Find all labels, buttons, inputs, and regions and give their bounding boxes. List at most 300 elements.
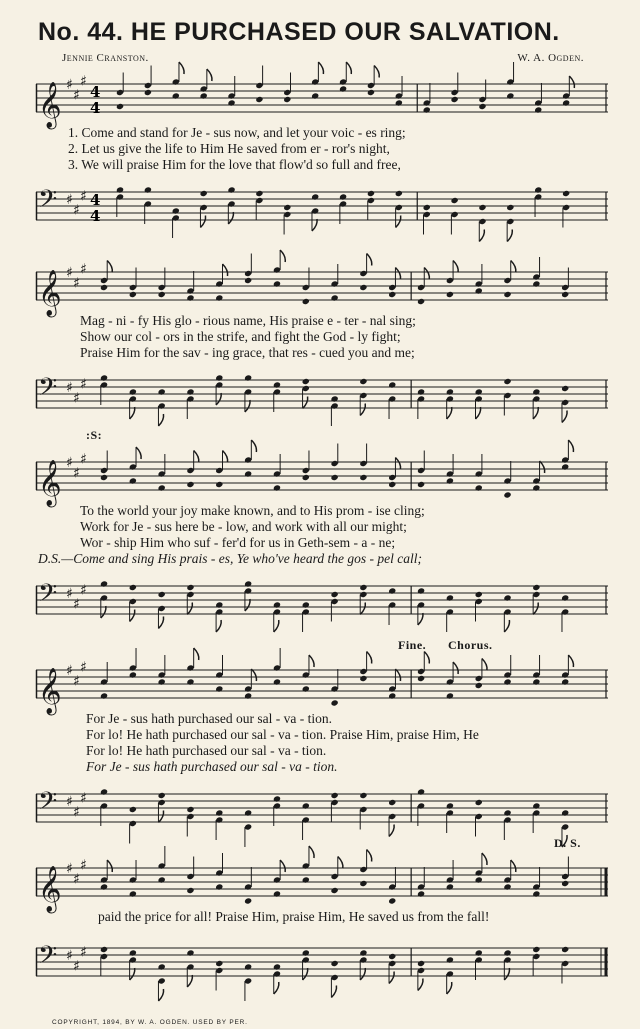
music-system-5 [36, 836, 608, 1016]
note-head [475, 591, 483, 598]
note-head [227, 99, 235, 106]
bass-staff [36, 782, 608, 842]
lyric-line-3: Wor - ship Him who suf - fer'd for us in Geth-sem - a - ne; [80, 535, 396, 550]
bass-clef-icon: 𝄢 [38, 185, 58, 220]
note-head [359, 378, 367, 385]
treble-clef-icon: 𝄞 [38, 82, 62, 128]
note-flag [389, 825, 394, 837]
bass-clef-icon: 𝄢 [38, 373, 58, 408]
note-head [562, 99, 570, 106]
note-flag [476, 407, 481, 419]
note-head [532, 388, 540, 395]
note-head [331, 960, 339, 967]
note-head [561, 880, 569, 887]
note-head [446, 477, 454, 484]
note-head [359, 792, 367, 799]
note-head [273, 963, 281, 970]
note-head [158, 388, 166, 395]
note-flag [360, 968, 365, 980]
verse-lyrics [36, 313, 608, 361]
staff-lines [36, 948, 608, 976]
note-head [116, 186, 124, 193]
note-head [273, 890, 281, 897]
note-head [302, 601, 310, 608]
note-head [417, 388, 425, 395]
note-head [503, 378, 511, 385]
note-flag [424, 652, 429, 664]
note-flag [187, 603, 192, 615]
sharp-icon: ♯ [66, 586, 73, 602]
treble-staff [36, 450, 608, 510]
note-head [100, 692, 108, 699]
note-flag [130, 407, 135, 419]
music-system-1 [36, 62, 608, 247]
note-flag [309, 655, 314, 667]
note-head [200, 92, 208, 99]
note-head [255, 96, 263, 103]
note-group [116, 186, 570, 241]
note-flag [216, 620, 221, 632]
treble-clef-icon: 𝄞 [38, 270, 62, 316]
note-head [158, 291, 166, 298]
note-head [446, 956, 454, 963]
chorus-lyrics [36, 711, 608, 775]
note-head [534, 106, 542, 113]
lyric-line-3: 3. We will praise Him for the love that flow'd so full and free, [68, 157, 401, 172]
note-head [503, 291, 511, 298]
note-head [129, 949, 137, 956]
note-flag [453, 261, 458, 273]
copyright-notice: COPYRIGHT, 1894, BY W. A. OGDEN. USED BY PER. [52, 1019, 248, 1026]
note-head [186, 481, 194, 488]
note-head [283, 204, 291, 211]
note-head [186, 388, 194, 395]
composer-credit: W. A. Ogden. [517, 52, 584, 64]
note-head [388, 692, 396, 699]
note-head [331, 474, 339, 481]
note-flag [562, 411, 567, 423]
note-head [311, 92, 319, 99]
note-head [388, 799, 396, 806]
note-head [532, 280, 540, 287]
note-head [129, 671, 137, 678]
note-head [215, 294, 223, 301]
bass-staff [36, 368, 608, 428]
note-head [100, 788, 108, 795]
treble-staff [36, 72, 608, 132]
note-flag [418, 613, 423, 625]
chorus-mark: Chorus. [448, 638, 493, 652]
sharp-icon: ♯ [73, 202, 80, 219]
note-flag [569, 76, 574, 88]
lyric-line-2: Show our col - ors in the strife, and fight the God - ly fight; [80, 329, 401, 344]
staff-lines [36, 380, 608, 408]
note-flag [194, 648, 199, 660]
note-flag [453, 662, 458, 674]
note-head [475, 484, 483, 491]
sharp-icon: ♯ [80, 451, 87, 468]
note-head [359, 880, 367, 887]
note-head [186, 294, 194, 301]
note-head [506, 92, 514, 99]
note-head [100, 284, 108, 291]
note-head [129, 388, 137, 395]
note-head [200, 190, 208, 197]
note-head [417, 960, 425, 967]
note-head [451, 96, 459, 103]
note-head [273, 795, 281, 802]
note-head [561, 946, 569, 953]
note-head [478, 103, 486, 110]
note-head [503, 883, 511, 890]
note-flag [245, 599, 250, 611]
lyric-line-3: Praise Him for the sav - ing grace, that res - cued you and me; [80, 345, 415, 360]
note-head [339, 85, 347, 92]
note-flag [158, 811, 163, 823]
note-head [215, 809, 223, 816]
note-head [227, 186, 235, 193]
note-head [100, 374, 108, 381]
note-flag [222, 264, 227, 276]
note-flag [367, 652, 372, 664]
staff-lines [36, 794, 608, 822]
note-head [129, 291, 137, 298]
verse-lyrics [36, 503, 608, 567]
sharp-icon: ♯ [73, 465, 80, 482]
note-head [215, 883, 223, 890]
note-head [359, 284, 367, 291]
treble-clef-icon: 𝄞 [38, 866, 62, 912]
note-head [562, 190, 570, 197]
note-flag [360, 404, 365, 416]
note-head [331, 699, 339, 706]
note-head [158, 591, 166, 598]
note-flag [200, 216, 205, 228]
note-head [561, 809, 569, 816]
note-head [446, 388, 454, 395]
note-head [532, 946, 540, 953]
note-head [129, 890, 137, 897]
lyric-line-1: For Je - sus hath purchased our sal - va - tion. [86, 711, 332, 726]
note-head [215, 374, 223, 381]
note-head [158, 963, 166, 970]
lyric-line-1: Mag - ni - fy His glo - rious name, His praise e - ter - nal sing; [80, 313, 416, 328]
note-head [331, 591, 339, 598]
bass-clef-icon: 𝄢 [38, 941, 58, 976]
note-head [100, 474, 108, 481]
note-flag [228, 212, 233, 224]
note-head [478, 204, 486, 211]
sharp-icon: ♯ [73, 958, 80, 975]
sharp-icon: ♯ [66, 77, 73, 93]
sharp-icon: ♯ [80, 659, 87, 676]
note-head [395, 99, 403, 106]
note-head [158, 792, 166, 799]
treble-clef-icon: 𝄞 [38, 668, 62, 714]
sharp-icon: ♯ [73, 87, 80, 104]
note-head [561, 291, 569, 298]
lyric-line-4: For Je - sus hath purchased our sal - va - tion. [86, 759, 338, 774]
note-head [302, 876, 310, 883]
lyric-line-1: paid the price for all! Praise Him, praise Him, He saved us from the fall! [98, 909, 490, 924]
note-head [302, 298, 310, 305]
note-flag [136, 447, 141, 459]
note-flag [540, 461, 545, 473]
lyric-line-1: To the world your joy make known, and to His prom - ise cling; [80, 503, 425, 518]
note-head [417, 298, 425, 305]
note-head [129, 806, 137, 813]
note-head [158, 678, 166, 685]
note-head [186, 949, 194, 956]
note-flag [158, 617, 163, 629]
note-head [475, 876, 483, 883]
bass-staff [36, 574, 608, 634]
note-flag [447, 407, 452, 419]
note-flag [511, 261, 516, 273]
treble-staff [36, 856, 608, 916]
note-head [116, 103, 124, 110]
note-head [417, 675, 425, 682]
note-head [244, 897, 252, 904]
note-flag [504, 620, 509, 632]
bass-staff [36, 180, 608, 240]
note-head [532, 802, 540, 809]
staff-lines [36, 670, 608, 698]
note-flag [303, 397, 308, 409]
note-flag [367, 254, 372, 266]
note-head [532, 678, 540, 685]
lyric-line-1: 1. Come and stand for Je - sus now, and let your voic - es ring; [68, 125, 406, 140]
sharp-icon: ♯ [80, 790, 87, 807]
note-flag [338, 857, 343, 869]
note-flag [447, 982, 452, 994]
note-flag [507, 230, 512, 242]
note-head [273, 280, 281, 287]
sharp-icon: ♯ [73, 673, 80, 690]
note-head [244, 809, 252, 816]
note-head [475, 682, 483, 689]
lyricist-credit: Jennie Cranston. [62, 52, 149, 64]
note-head [388, 897, 396, 904]
note-head [100, 883, 108, 890]
note-head [215, 481, 223, 488]
note-flag [274, 982, 279, 994]
note-flag [309, 846, 314, 858]
note-head [388, 481, 396, 488]
note-head [446, 291, 454, 298]
note-head [534, 186, 542, 193]
ds-lyric-line: D.S.—Come and sing His prais - es, Ye who've heard the gos - pel call; [38, 551, 422, 566]
note-head [423, 106, 431, 113]
note-head [506, 204, 514, 211]
music-system-4 [36, 636, 608, 846]
note-flag [533, 407, 538, 419]
note-head [532, 890, 540, 897]
staff-lines [36, 462, 608, 490]
note-flag [130, 968, 135, 980]
note-head [561, 678, 569, 685]
note-head [417, 587, 425, 594]
note-group [100, 580, 569, 632]
sharp-icon: ♯ [80, 261, 87, 278]
note-head [446, 594, 454, 601]
sharp-icon: ♯ [80, 944, 87, 961]
sharp-icon: ♯ [73, 804, 80, 821]
note-head [339, 193, 347, 200]
time-signature-numerator: 4 [90, 191, 101, 209]
note-head [144, 89, 152, 96]
note-head [331, 395, 339, 402]
note-flag [346, 62, 351, 74]
note-group [116, 62, 575, 114]
note-head [359, 584, 367, 591]
staff-lines [36, 272, 608, 300]
note-head [172, 207, 180, 214]
sharp-icon: ♯ [80, 376, 87, 393]
note-head [244, 580, 252, 587]
note-head [367, 89, 375, 96]
note-head [532, 484, 540, 491]
note-head [417, 788, 425, 795]
note-head [244, 963, 252, 970]
note-flag [158, 989, 163, 1001]
note-head [244, 692, 252, 699]
sharp-icon: ♯ [73, 871, 80, 888]
chorus-lyrics [36, 909, 608, 925]
sharp-icon: ♯ [66, 948, 73, 964]
note-head [100, 580, 108, 587]
note-head [359, 474, 367, 481]
note-head [451, 197, 459, 204]
sharp-icon: ♯ [66, 192, 73, 208]
note-head [475, 287, 483, 294]
time-signature-numerator: 4 [90, 83, 101, 101]
note-head [388, 587, 396, 594]
note-flag [303, 968, 308, 980]
note-flag [395, 669, 400, 681]
note-flag [374, 66, 379, 78]
lyric-line-2: For lo! He hath purchased our sal - va - tion. Praise Him, praise Him, He [86, 727, 479, 742]
note-flag [101, 606, 106, 618]
note-flag [424, 268, 429, 280]
sharp-icon: ♯ [80, 857, 87, 874]
note-flag [312, 219, 317, 231]
sharp-icon: ♯ [66, 663, 73, 679]
note-head [186, 584, 194, 591]
sharp-icon: ♯ [66, 455, 73, 471]
treble-staff [36, 658, 608, 718]
ds-mark: D. S. [554, 836, 581, 850]
note-head [417, 890, 425, 897]
note-flag [395, 268, 400, 280]
note-flag [251, 440, 256, 452]
note-head [302, 949, 310, 956]
note-head [475, 949, 483, 956]
note-head [129, 477, 137, 484]
note-head [331, 294, 339, 301]
note-flag [130, 610, 135, 622]
treble-staff [36, 260, 608, 320]
note-flag [158, 414, 163, 426]
note-head [503, 809, 511, 816]
note-head [561, 385, 569, 392]
note-flag [479, 230, 484, 242]
note-head [144, 186, 152, 193]
note-group [100, 250, 569, 305]
note-head [311, 193, 319, 200]
sharp-icon: ♯ [73, 596, 80, 613]
note-head [446, 692, 454, 699]
note-flag [389, 972, 394, 984]
note-flag [395, 458, 400, 470]
note-head [244, 374, 252, 381]
sharp-icon: ♯ [80, 188, 87, 205]
note-head [186, 678, 194, 685]
note-head [215, 685, 223, 692]
note-flag [179, 62, 184, 74]
note-flag [482, 659, 487, 671]
sharp-icon: ♯ [66, 380, 73, 396]
bass-clef-icon: 𝄢 [38, 579, 58, 614]
note-head [302, 802, 310, 809]
note-flag [107, 261, 112, 273]
note-head [417, 481, 425, 488]
hymn-title: No. 44. HE PURCHASED OUR SALVATION. [38, 18, 560, 46]
sharp-icon: ♯ [73, 390, 80, 407]
fine-mark: Fine. [398, 638, 427, 652]
note-head [172, 92, 180, 99]
note-head [283, 96, 291, 103]
note-flag [418, 979, 423, 991]
note-flag [533, 603, 538, 615]
note-head [388, 381, 396, 388]
note-head [100, 946, 108, 953]
note-group [100, 946, 569, 1001]
note-flag [245, 400, 250, 412]
note-flag [331, 986, 336, 998]
note-head [503, 594, 511, 601]
note-head [367, 190, 375, 197]
note-head [446, 883, 454, 890]
note-head [302, 378, 310, 385]
note-flag [511, 860, 516, 872]
note-head [129, 584, 137, 591]
lyric-line-3: For lo! He hath purchased our sal - va - tion. [86, 743, 327, 758]
note-head [273, 601, 281, 608]
note-head [273, 381, 281, 388]
note-head [561, 594, 569, 601]
treble-clef-icon: 𝄞 [38, 460, 62, 506]
segno-mark: :S: [86, 428, 103, 442]
note-head [215, 960, 223, 967]
note-head [273, 484, 281, 491]
sharp-icon: ♯ [80, 73, 87, 90]
note-head [561, 463, 569, 470]
sharp-icon: ♯ [66, 265, 73, 281]
note-flag [318, 62, 323, 74]
note-head [302, 474, 310, 481]
note-head [475, 799, 483, 806]
note-flag [187, 975, 192, 987]
note-head [244, 470, 252, 477]
note-flag [280, 250, 285, 262]
note-head [359, 675, 367, 682]
note-head [532, 584, 540, 591]
note-head [244, 277, 252, 284]
staff-lines [36, 586, 608, 614]
note-head [359, 949, 367, 956]
note-flag [107, 860, 112, 872]
